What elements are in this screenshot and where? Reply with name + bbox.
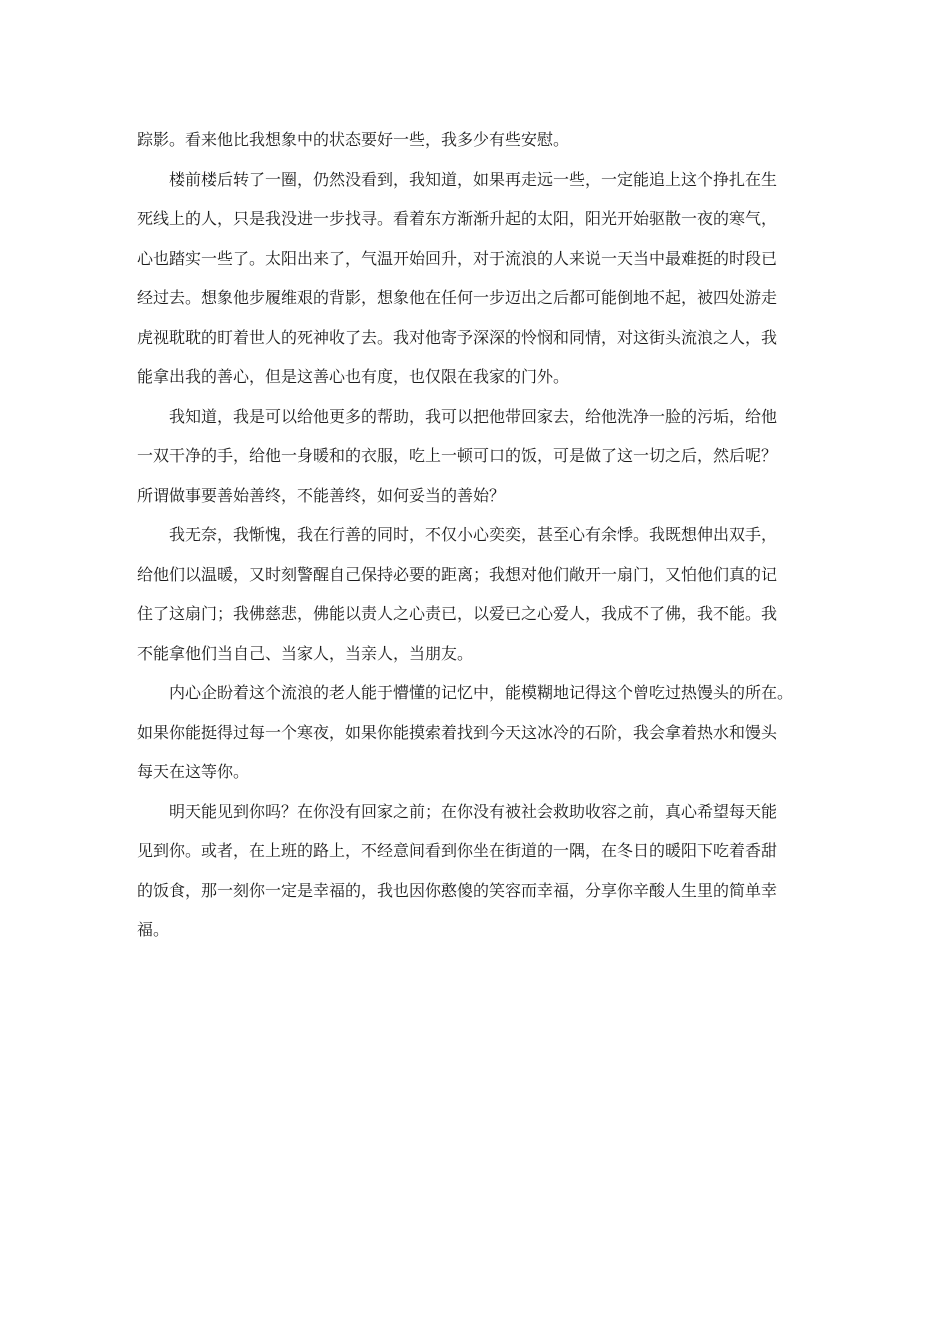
text-line: 每天在这等你。 [137,762,250,781]
text-line: 一双干净的手，给他一身暖和的衣服，吃上一顿可口的饭，可是做了这一切之后，然后呢？ [137,446,778,465]
text-line: 楼前楼后转了一圈，仍然没看到，我知道，如果再走远一些，一定能追上这个挣扎在生 [169,169,778,189]
text-line: 明天能见到你吗？在你没有回家之前；在你没有被社会救助收容之前，真心希望每天能 [169,801,778,821]
paragraph-2 [137,160,813,397]
text-line: 如果你能挺得过每一个寒夜，如果你能摸索着找到今天这冰冷的石阶，我会拿着热水和馒头 [137,722,778,742]
paragraph-4 [137,515,813,673]
text-line: 心也踏实一些了。太阳出来了，气温开始回升，对于流浪的人来说一天当中最难挺的时段已 [137,248,778,268]
article-body [137,120,813,950]
text-line: 住了这扇门；我佛慈悲，佛能以责人之心责已，以爱已之心爱人，我成不了佛，我不能。我 [137,604,778,623]
text-line: 我无奈，我惭愧，我在行善的同时，不仅小心奕奕，甚至心有余悸。我既想伸出双手， [169,525,778,544]
text-line: 不能拿他们当自己、当家人，当亲人，当朋友。 [137,643,474,663]
paragraph-3 [137,397,813,516]
text-line: 内心企盼着这个流浪的老人能于懵懂的记忆中，能模糊地记得这个曾吃过热馒头的所在。 [169,683,794,702]
text-line: 所谓做事要善始善终，不能善终，如何妥当的善始？ [137,485,506,505]
text-line: 我知道，我是可以给他更多的帮助，我可以把他带回家去，给他洗净一脸的污垢，给他 [169,406,778,426]
text-line: 见到你。或者，在上班的路上，不经意间看到你坐在街道的一隅，在冬日的暖阳下吃着香甜 [137,841,778,860]
text-line: 的饭食，那一刻你一定是幸福的，我也因你憨傻的笑容而幸福，分享你辛酸人生里的简单幸 [137,880,778,900]
paragraph-6 [137,792,813,950]
paragraph-5 [137,673,813,792]
text-line: 虎视耽耽的盯着世人的死神收了去。我对他寄予深深的怜悯和同情，对这街头流浪之人，我 [137,327,778,347]
text-line: 经过去。想象他步履维艰的背影，想象他在任何一步迈出之后都可能倒地不起，被四处游走 [137,288,778,307]
text-line: 踪影。看来他比我想象中的状态要好一些，我多少有些安慰。 [137,130,570,149]
text-line: 能拿出我的善心，但是这善心也有度，也仅限在我家的门外。 [137,367,570,386]
text-line: 福。 [137,920,170,939]
text-line: 给他们以温暖，又时刻警醒自己保持必要的距离；我想对他们敞开一扇门，又怕他们真的记 [137,564,778,584]
paragraph-1 [137,120,813,160]
text-line: 死线上的人，只是我没进一步找寻。看着东方渐渐升起的太阳，阳光开始驱散一夜的寒气， [137,209,778,228]
